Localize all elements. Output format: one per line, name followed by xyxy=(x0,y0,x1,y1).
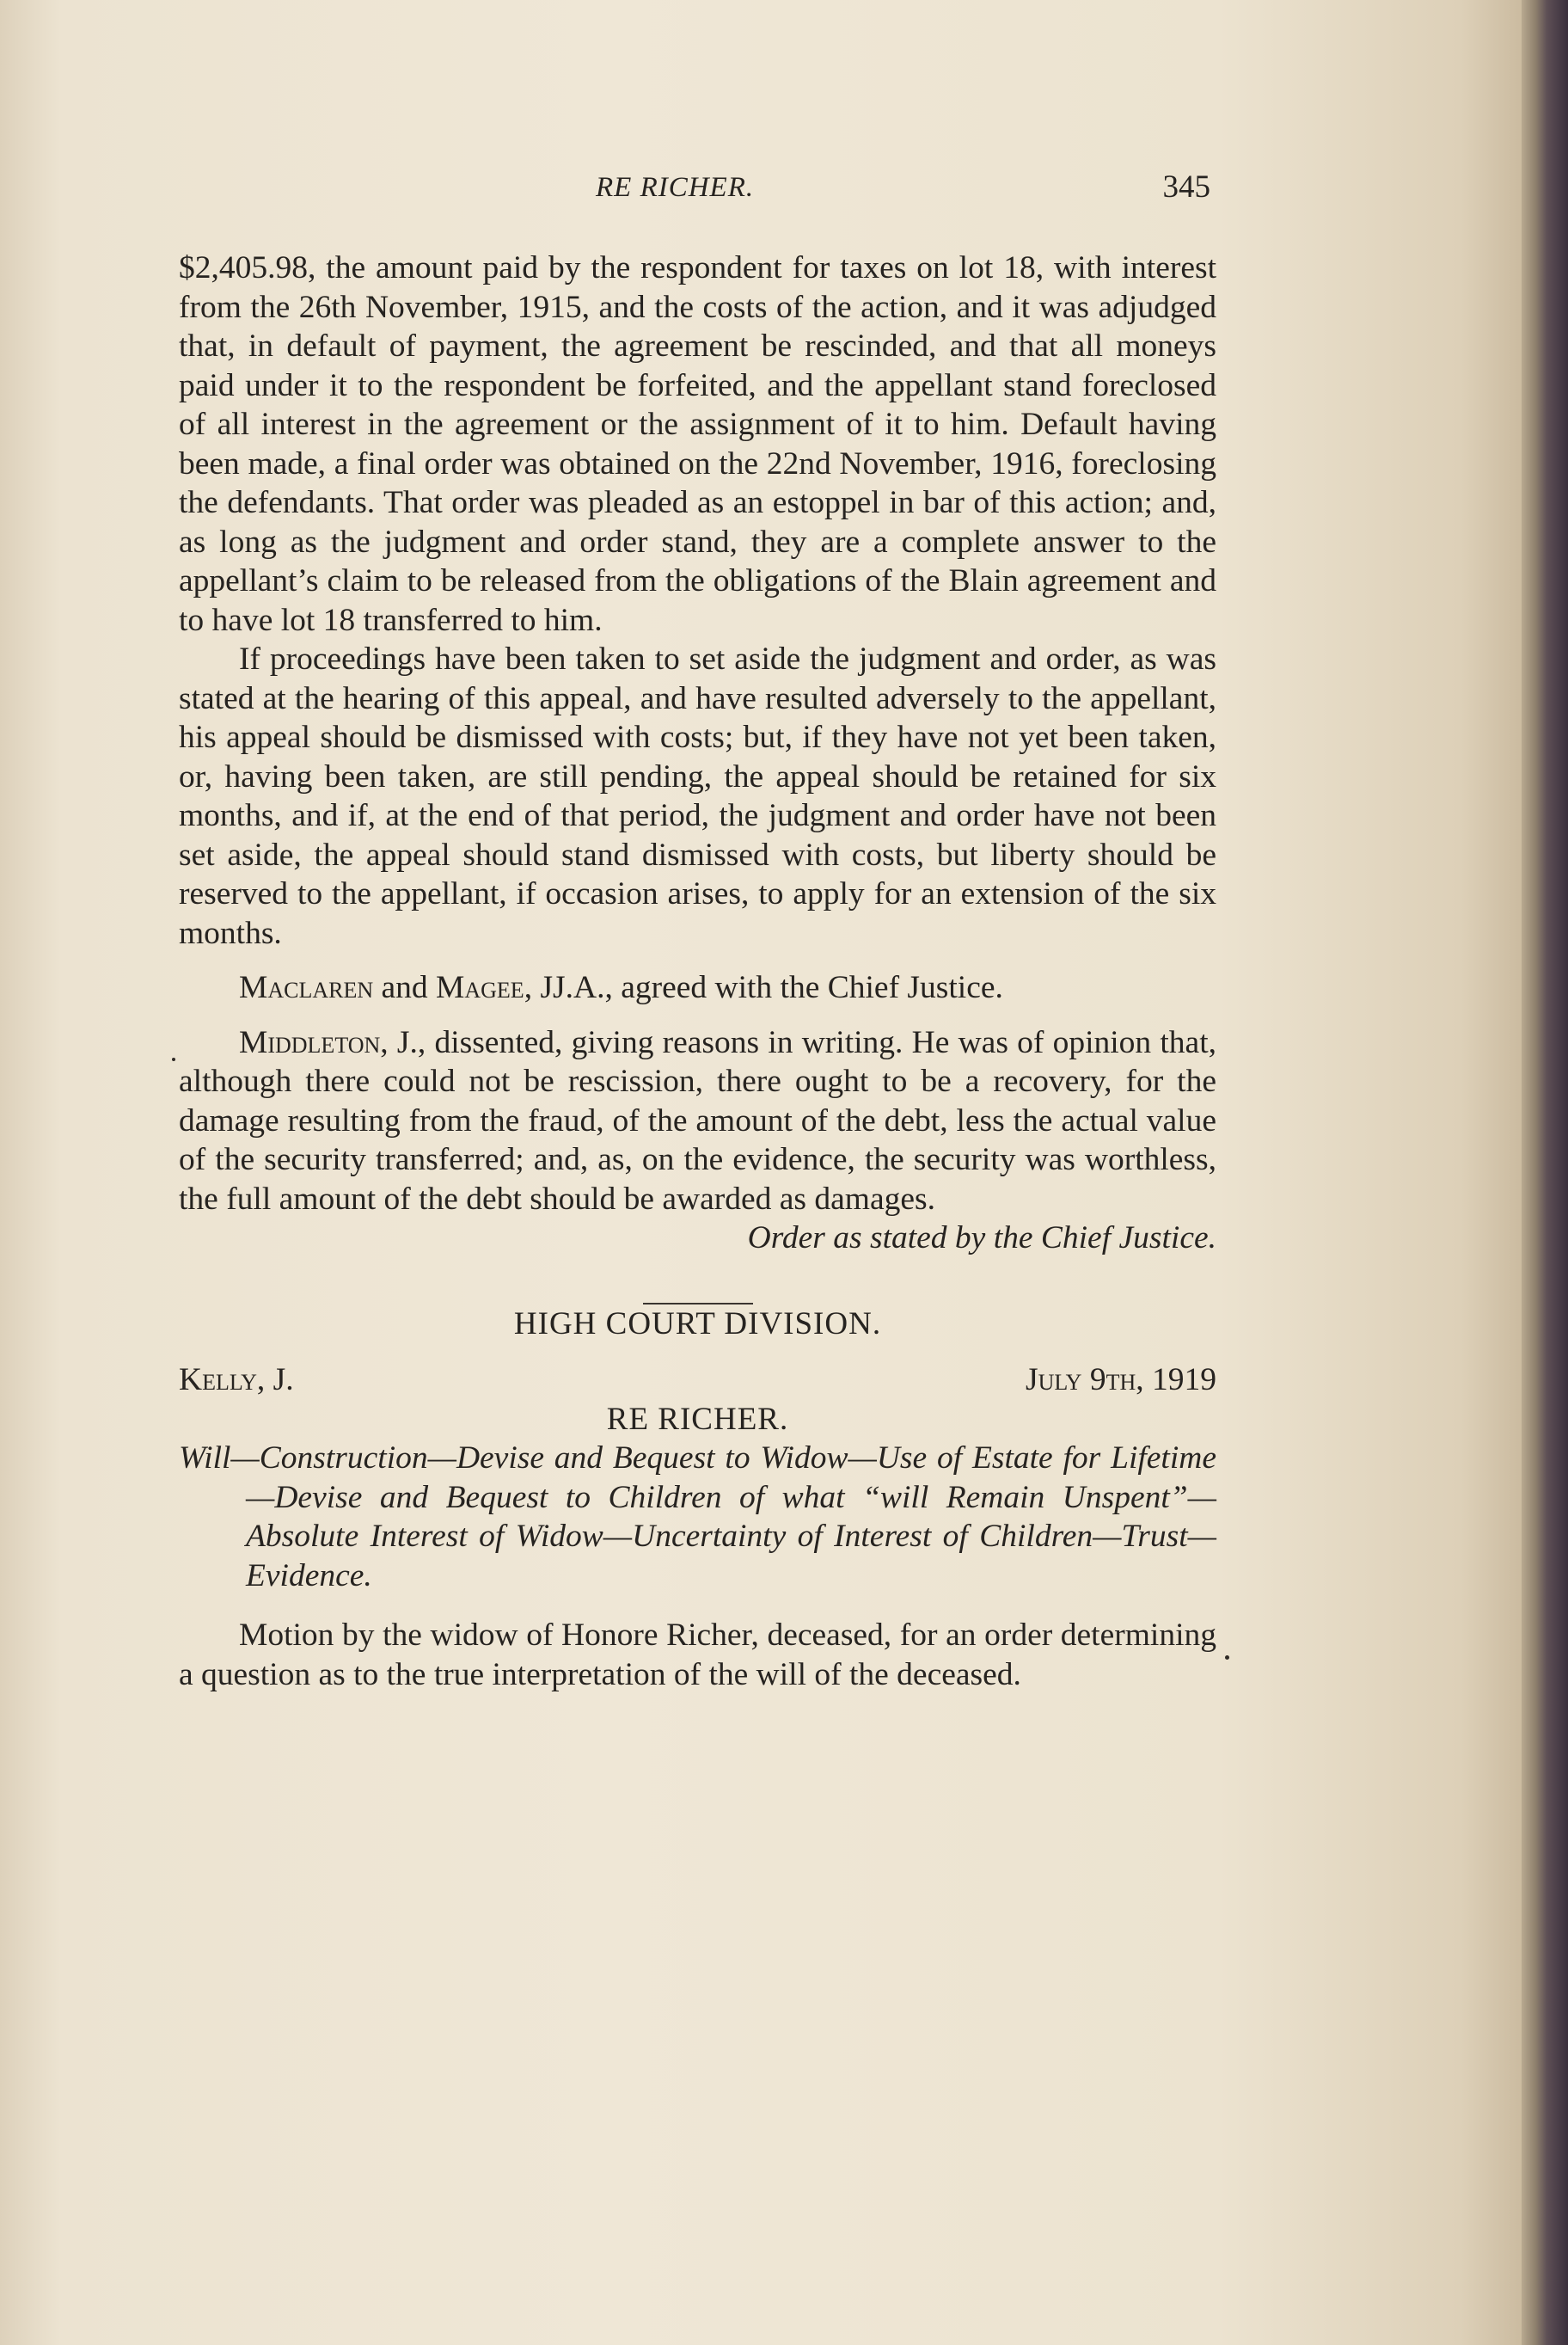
page-number: 345 xyxy=(1162,169,1210,205)
print-speck xyxy=(172,1058,175,1061)
page-header xyxy=(179,169,1210,220)
paragraph-proceedings: If proceedings have been taken to set aside the judgment and order, as was stated at the hearing of this appeal, and have resulted adversely to the appellant, his appeal should be dismissed with costs; but, if they have not yet been taken, or, having been taken, are still pending, the appeal should be retained for six months, and if, at the end of that period, the judgment and order have not been set aside, the appeal should stand dismissed with costs, but liberty should be reserved to the appellant, if occasion arises, to apply for an extension of the six months. xyxy=(179,641,1216,951)
judge-name-magee: Magee xyxy=(436,970,524,1005)
running-head: RE RICHER. xyxy=(596,172,755,203)
motion-paragraph: Motion by the widow of Honore Richer, deceased, for an order determining a question as to the true interpretation of the will of the deceased. xyxy=(179,1618,1216,1692)
division-heading: HIGH COURT DIVISION. xyxy=(513,1305,882,1341)
decision-date: July 9th, 1919 xyxy=(1026,1362,1216,1397)
judge-date-line xyxy=(179,1360,1216,1400)
order-line: Order as stated by the Chief Justice. xyxy=(747,1220,1216,1255)
headnote: Will—Construction—Devise and Bequest to Widow—Use of Estate for Lifetime—Devise and Bequest to Children of what “will Remain Unspent”—Absolute Interest of Widow—Uncertainty of Interest of Children—Trust—Evidence. xyxy=(179,1440,1216,1593)
case-title: RE RICHER. xyxy=(606,1401,789,1437)
body-text xyxy=(179,249,1216,1694)
judge-name-maclaren: Maclaren xyxy=(239,970,374,1005)
judge-name: Kelly, J. xyxy=(179,1362,294,1397)
paragraph-dissent: Middleton, J., dissented, giving reasons in writing. He was of opinion that, although there could not be rescission, there ought to be a recovery, for the damage resulting from the fraud, of the amount of the debt, less the actual value of the security transferred; and, as, on the evidence, the security was worthless, the full amount of the debt should be awarded as damages. xyxy=(179,1024,1216,1217)
print-speck xyxy=(1225,1655,1229,1660)
judge-name-middleton: Middleton xyxy=(239,1024,381,1060)
paragraph-concurrence: Maclaren and Magee, JJ.A., agreed with the Chief Justice. xyxy=(239,970,1003,1005)
book-binding-edge xyxy=(1522,0,1568,2345)
paragraph-continuation: $2,405.98, the amount paid by the respondent for taxes on lot 18, with interest from the 26th November, 1915, and the costs of the action, and it was adjudged that, in default of payment, the agreement be rescinded, and that all moneys paid under it to the respondent be forfeited, and the appellant stand foreclosed of all interest in the agreement or the assignment of it to him. Default having been made, a final order was obtained on the 22nd November, 1916, foreclosing the defendants. That order was pleaded as an estoppel in bar of this action; and, as long as the judgment and order stand, they are a complete answer to the appellant’s claim to be released from the obligations of the Blain agreement and to have lot 18 transferred to him. xyxy=(179,250,1216,638)
